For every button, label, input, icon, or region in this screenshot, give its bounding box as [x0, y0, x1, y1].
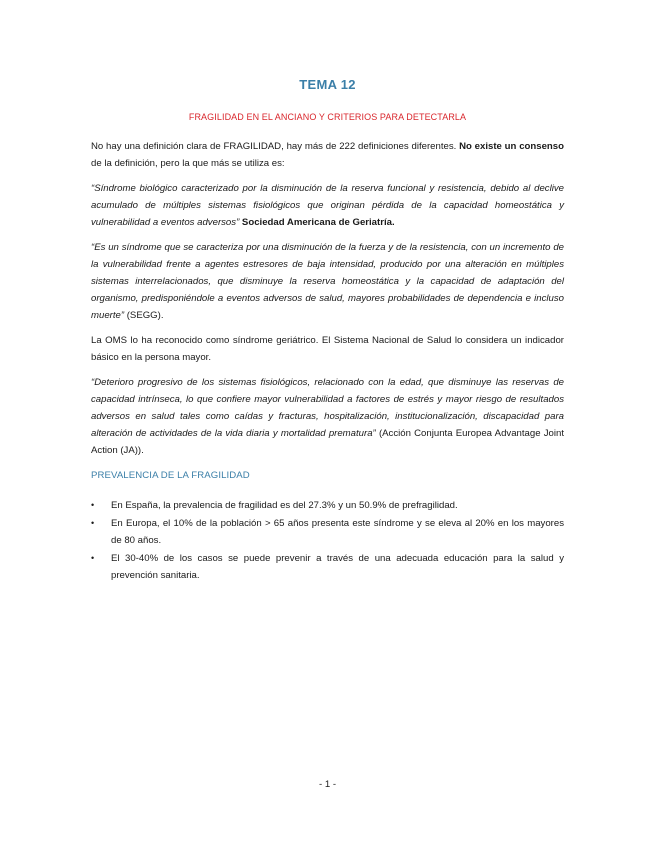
page-number: - 1 -: [318, 779, 337, 790]
definition-2-source: (SEGG).: [124, 310, 164, 321]
prevalence-heading: PREVALENCIA DE LA FRAGILIDAD: [91, 470, 250, 481]
prevalence-list: [91, 497, 564, 584]
page-content: [91, 77, 564, 585]
intro-bold-consensus: No existe un consenso: [459, 141, 564, 152]
bullet-icon: •: [91, 500, 95, 510]
intro-text-a: No hay una definición clara de FRAGILIDAD, hay más de 222 definiciones diferentes.: [91, 141, 460, 152]
definition-3-paragraph: [91, 374, 564, 459]
definition-1-quote: “Síndrome biológico caracterizado por la disminución de la reserva funcional y resistencia, debido al declive acumulado de múltiples sistemas fisiológicos que originan pérdida de la capacidad homeostática y vulnerabilidad a eventos adversos”: [91, 183, 564, 228]
bullet-icon: •: [91, 553, 95, 563]
definition-3-source: (Acción Conjunta Europea Advantage Joint Action (JA)).: [91, 428, 565, 456]
bullet-icon: •: [91, 518, 95, 528]
definition-1-paragraph: [91, 180, 564, 231]
list-item-text: El 30-40% de los casos se puede prevenir a través de una adecuada educación para la salud y prevención sanitaria.: [111, 553, 564, 581]
intro-text-b: de la definición, pero la que más se utiliza es:: [91, 158, 285, 169]
list-item: [91, 515, 564, 549]
page-subtitle: FRAGILIDAD EN EL ANCIANO Y CRITERIOS PARA DETECTARLA: [188, 112, 467, 122]
definition-1-source: Sociedad Americana de Geriatría.: [239, 217, 395, 228]
list-item: [91, 497, 564, 514]
list-item-text: En Europa, el 10% de la población > 65 años presenta este síndrome y se eleva al 20% en los mayores de 80 años.: [111, 518, 564, 546]
list-item: [91, 550, 564, 584]
oms-paragraph: La OMS lo ha reconocido como síndrome geriátrico. El Sistema Nacional de Salud lo considera un indicador básico en la persona mayor.: [91, 335, 564, 363]
intro-paragraph: [91, 138, 564, 172]
list-item-text: En España, la prevalencia de fragilidad es del 27.3% y un 50.9% de prefragilidad.: [111, 500, 458, 511]
page-title: TEMA 12: [299, 77, 356, 92]
definition-2-quote: “Es un síndrome que se caracteriza por una disminución de la fuerza y de la resistencia, con un incremento de la vulnerabilidad frente a agentes estresores de baja intensidad, producido por una alteración en múltiples sistemas interrelacionados, que disminuye la reserva homeostática y la capacidad de adaptación del organismo, predisponiéndole a eventos adversos de salud, mayores probabilidades de dependencia e incluso muerte”: [91, 242, 564, 321]
definition-2-paragraph: [91, 239, 564, 324]
definition-3-quote: “Deterioro progresivo de los sistemas fisiológicos, relacionado con la edad, que disminuye las reservas de capacidad intrínseca, lo que confiere mayor vulnerabilidad a factores de estrés y mayor riesgo de resultados adversos en salud tales como caídas y fracturas, hospitalización, institucionalización, discapacidad para alteración de actividades de la vida diaria y mortalidad prematura”: [91, 377, 564, 439]
